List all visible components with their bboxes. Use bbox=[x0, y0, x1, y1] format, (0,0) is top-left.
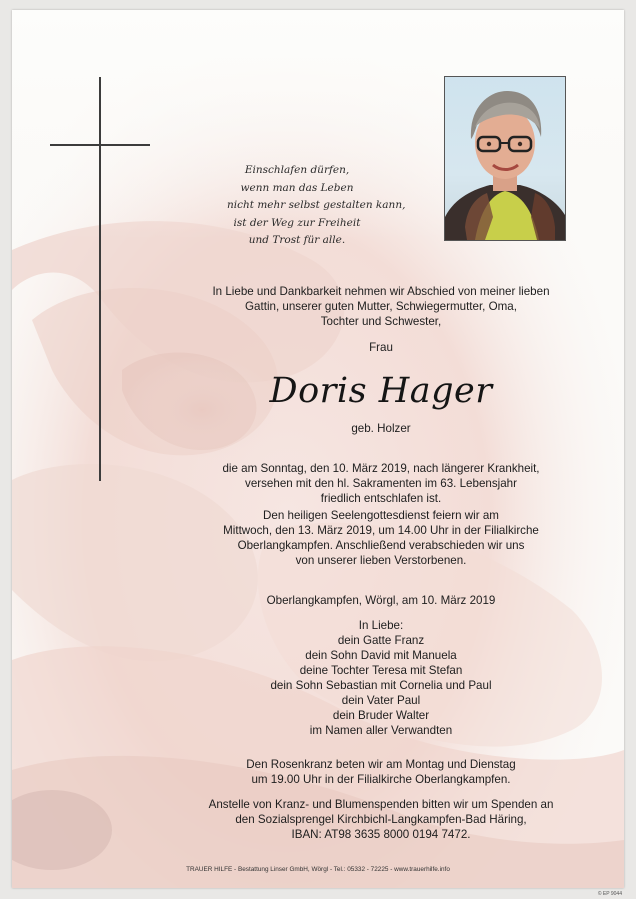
service-line: Den heiligen Seelengottesdienst feiern wir am bbox=[263, 509, 499, 522]
mourner-line: In Liebe: bbox=[358, 619, 404, 632]
death-notice bbox=[190, 461, 572, 506]
quote-line: und Trost für alle. bbox=[248, 234, 346, 246]
intro-text bbox=[190, 284, 572, 329]
mourner-line: im Namen aller Verwandten bbox=[309, 724, 453, 737]
place-date: Oberlangkampfen, Wörgl, am 10. März 2019 bbox=[266, 594, 496, 607]
donation-line: Anstelle von Kranz- und Blumenspenden bitten wir um Spenden an bbox=[208, 798, 554, 811]
intro-line: Gattin, unserer guten Mutter, Schwiegermutter, Oma, bbox=[245, 300, 517, 313]
quote-line: ist der Weg zur Freiheit bbox=[233, 216, 361, 229]
mourner-line: dein Bruder Walter bbox=[332, 709, 430, 722]
intro-line: In Liebe und Dankbarkeit nehmen wir Abschied von meiner lieben bbox=[212, 285, 550, 298]
service-line: Mittwoch, den 13. März 2019, um 14.00 Uhr in der Filialkirche bbox=[223, 524, 539, 537]
mourner-line: dein Vater Paul bbox=[341, 694, 421, 707]
maiden-name: geb. Holzer bbox=[351, 422, 411, 435]
death-notice-line: friedlich entschlafen ist. bbox=[320, 492, 442, 505]
cross-icon bbox=[99, 77, 101, 481]
mourner-line: dein Sohn Sebastian mit Cornelia und Paul bbox=[270, 679, 492, 692]
obituary-card bbox=[12, 10, 624, 888]
print-code: © EP 9044 bbox=[597, 891, 622, 897]
rosary-line: um 19.00 Uhr in der Filialkirche Oberlangkampfen. bbox=[251, 773, 511, 786]
portrait-photo bbox=[444, 76, 566, 241]
undertaker-footer: TRAUER HILFE - Bestattung Linser GmbH, Wörgl - Tel.: 05332 - 72225 - www.trauerhilfe.info bbox=[186, 866, 450, 873]
quote-line: nicht mehr selbst gestalten kann, bbox=[227, 199, 406, 211]
poem-quote bbox=[227, 162, 406, 250]
cross-icon-bar bbox=[50, 144, 150, 146]
death-notice-line: die am Sonntag, den 10. März 2019, nach längerer Krankheit, bbox=[222, 462, 540, 475]
mourners-list bbox=[190, 618, 572, 738]
mourner-line: dein Gatte Franz bbox=[337, 634, 425, 647]
service-line: Oberlangkampfen. Anschließend verabschieden wir uns bbox=[237, 539, 525, 552]
donation-notice bbox=[190, 797, 572, 842]
mourner-line: deine Tochter Teresa mit Stefan bbox=[299, 664, 463, 677]
intro-line: Tochter und Schwester, bbox=[320, 315, 442, 328]
service-line: von unserer lieben Verstorbenen. bbox=[295, 554, 467, 567]
quote-line: Einschlafen dürfen, bbox=[244, 164, 350, 176]
donation-line: IBAN: AT98 3635 8000 0194 7472. bbox=[291, 828, 471, 841]
funeral-service bbox=[190, 508, 572, 568]
rosary-line: Den Rosenkranz beten wir am Montag und Dienstag bbox=[246, 758, 516, 771]
rosary-notice bbox=[190, 757, 572, 787]
mourner-line: dein Sohn David mit Manuela bbox=[305, 649, 457, 662]
death-notice-line: versehen mit den hl. Sakramenten im 63. Lebensjahr bbox=[245, 477, 517, 490]
donation-line: den Sozialsprengel Kirchbichl-Langkampfen-Bad Häring, bbox=[235, 813, 527, 826]
deceased-name: Doris Hager bbox=[269, 371, 493, 411]
quote-line: wenn man das Leben bbox=[240, 181, 354, 194]
salutation: Frau bbox=[369, 341, 393, 354]
